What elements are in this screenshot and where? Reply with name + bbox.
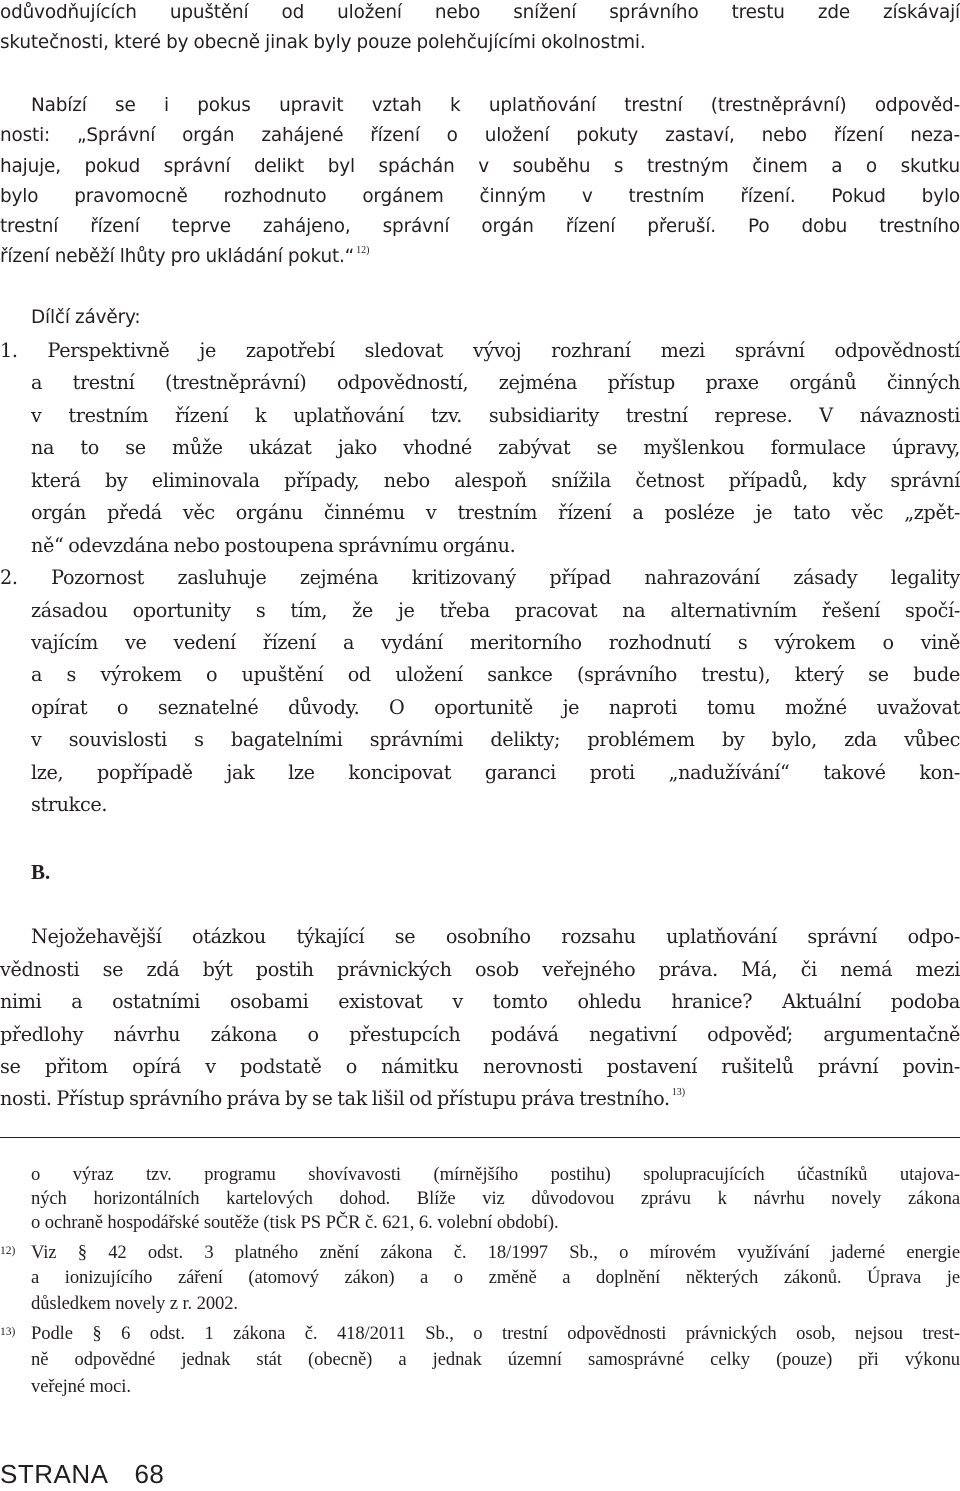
quote-line: trestní řízení teprve zahájeno, správní orgán řízení přeruší. Po dobu trestního: [0, 216, 960, 237]
quote-line: bylo pravomocně rozhodnuto orgánem činným v trestním řízení. Pokud bylo: [0, 186, 960, 207]
conclusion-2-line: vajícím ve vedení řízení a vydání meritorního rozhodnutí s výrokem o vině: [31, 631, 960, 654]
footnote-13-line: veřejné moci.: [31, 1376, 131, 1397]
conclusion-1-line: 1. Perspektivně je zapotřebí sledovat vývoj rozhraní mezi správní odpovědností: [0, 339, 960, 362]
conclusion-1-line: orgán předá věc orgánu činnému v trestním řízení a posléze je tato věc „zpět-: [31, 501, 960, 524]
partial-conclusions-title: Dílčí závěry:: [31, 307, 141, 328]
intro-line: odůvodňujících upuštění od uložení nebo snížení správního trestu zde získávají: [0, 2, 960, 23]
section-b-line: nimi a ostatními osobami existovat v tomto ohledu hranice? Aktuální podoba: [0, 990, 960, 1013]
footnote-continued-line: o výraz tzv. programu shovívavosti (mírnějšího postihu) spolupracujících účastníků utajova-: [31, 1164, 960, 1185]
conclusion-1-line: na to se může ukázat jako vhodné zabývat se myšlenkou formulace úpravy,: [31, 436, 960, 459]
footnote-12-line: Viz § 42 odst. 3 platného znění zákona č. 18/1997 Sb., o mírovém využívání jaderné energie: [31, 1242, 960, 1263]
quote-line: Nabízí se i pokus upravit vztah k uplatňování trestní (trestněprávní) odpověd-: [31, 95, 960, 116]
intro-line: skutečnosti, které by obecně jinak byly pouze polehčujícími okolnostmi.: [0, 32, 646, 53]
footnote-continued-line: ných horizontálních kartelových dohod. Blíže viz důvodovou zprávu k návrhu novely zákona: [31, 1188, 960, 1209]
footnote-13-line: Podle § 6 odst. 1 zákona č. 418/2011 Sb., o trestní odpovědnosti právnických osob, nejsou trest-: [31, 1323, 960, 1344]
footnote-13-mark: 13): [0, 1326, 16, 1338]
conclusion-2-line: zásadou oportunity s tím, že je třeba pracovat na alternativním řešení spočí-: [31, 599, 960, 622]
page-footer: [0, 1459, 164, 1489]
footer-label: STRANA: [0, 1459, 109, 1489]
conclusion-2-line: a s výrokem o upuštění od uložení sankce (správního trestu), který se bude: [31, 663, 960, 686]
conclusion-2-line: 2. Pozornost zasluhuje zejména kritizovaný případ nahrazování zásady legality: [0, 566, 960, 589]
quote-line: nosti: „Správní orgán zahájené řízení o uložení pokuty zastaví, nebo řízení neza-: [0, 125, 960, 146]
conclusion-1-line: a trestní (trestněprávní) odpovědností, zejména přístup praxe orgánů činných: [31, 371, 960, 394]
footnote-continued-line: o ochraně hospodářské soutěže (tisk PS PČR č. 621, 6. volební období).: [31, 1212, 559, 1233]
conclusion-2-line: v souvislosti s bagatelními správními delikty; problémem by bylo, zda vůbec: [31, 728, 960, 751]
page-number: 68: [134, 1459, 165, 1489]
footnote-12-line: důsledkem novely z r. 2002.: [31, 1293, 238, 1314]
quote-line: hajuje, pokud správní delikt byl spáchán v souběhu s trestným činem a o skutku: [0, 156, 960, 177]
footnote-12-mark: 12): [0, 1245, 16, 1257]
section-b-line: se přitom opírá v podstatě o námitku nerovnosti postavení rušitelů právní povin-: [0, 1055, 960, 1078]
section-b-line: Nejožehavější otázkou týkající se osobního rozsahu uplatňování správní odpo-: [31, 925, 960, 948]
conclusion-2-line: strukce.: [31, 793, 108, 816]
section-b-line: předlohy návrhu zákona o přestupcích podává negativní odpověď; argumentačně: [0, 1023, 960, 1046]
conclusion-2-line: opírat o seznatelné důvody. O oportunitě je naproti tomu možné uvažovat: [31, 696, 960, 719]
footnote-divider: [0, 1137, 960, 1138]
conclusion-1-line: která by eliminovala případy, nebo alespoň snížila četnost případů, kdy správní: [31, 469, 960, 492]
quote-line-last: řízení neběží lhůty pro ukládání pokut.“ $^{12)}$: [0, 245, 370, 267]
section-b-line: vědnosti se zdá být postih právnických osob veřejného práva. Má, či nemá mezi: [0, 958, 960, 981]
footnote-ref-12[interactable]: 12): [356, 245, 370, 256]
section-b-line-last: nosti. Přístup správního práva by se tak lišil od přístupu práva trestního. $^{13)}$: [0, 1087, 686, 1110]
footnote-12-line: a ionizujícího záření (atomový zákon) a o změně a doplnění některých zákonů. Úprava je: [31, 1267, 960, 1288]
conclusion-2-line: lze, popřípadě jak lze koncipovat garanci proti „nadužívání“ takové kon-: [31, 761, 960, 784]
conclusion-1-line: ně“ odevzdána nebo postoupena správnímu orgánu.: [31, 534, 516, 557]
section-heading: B.: [31, 860, 51, 884]
conclusion-1-line: v trestním řízení k uplatňování tzv. subsidiarity trestní represe. V návaznosti: [31, 404, 960, 427]
footnote-ref-13[interactable]: 13): [671, 1087, 686, 1098]
footnote-13-line: ně odpovědné jednak stát (obecně) a jednak územní samosprávné celky (pouze) při výkonu: [31, 1349, 960, 1370]
